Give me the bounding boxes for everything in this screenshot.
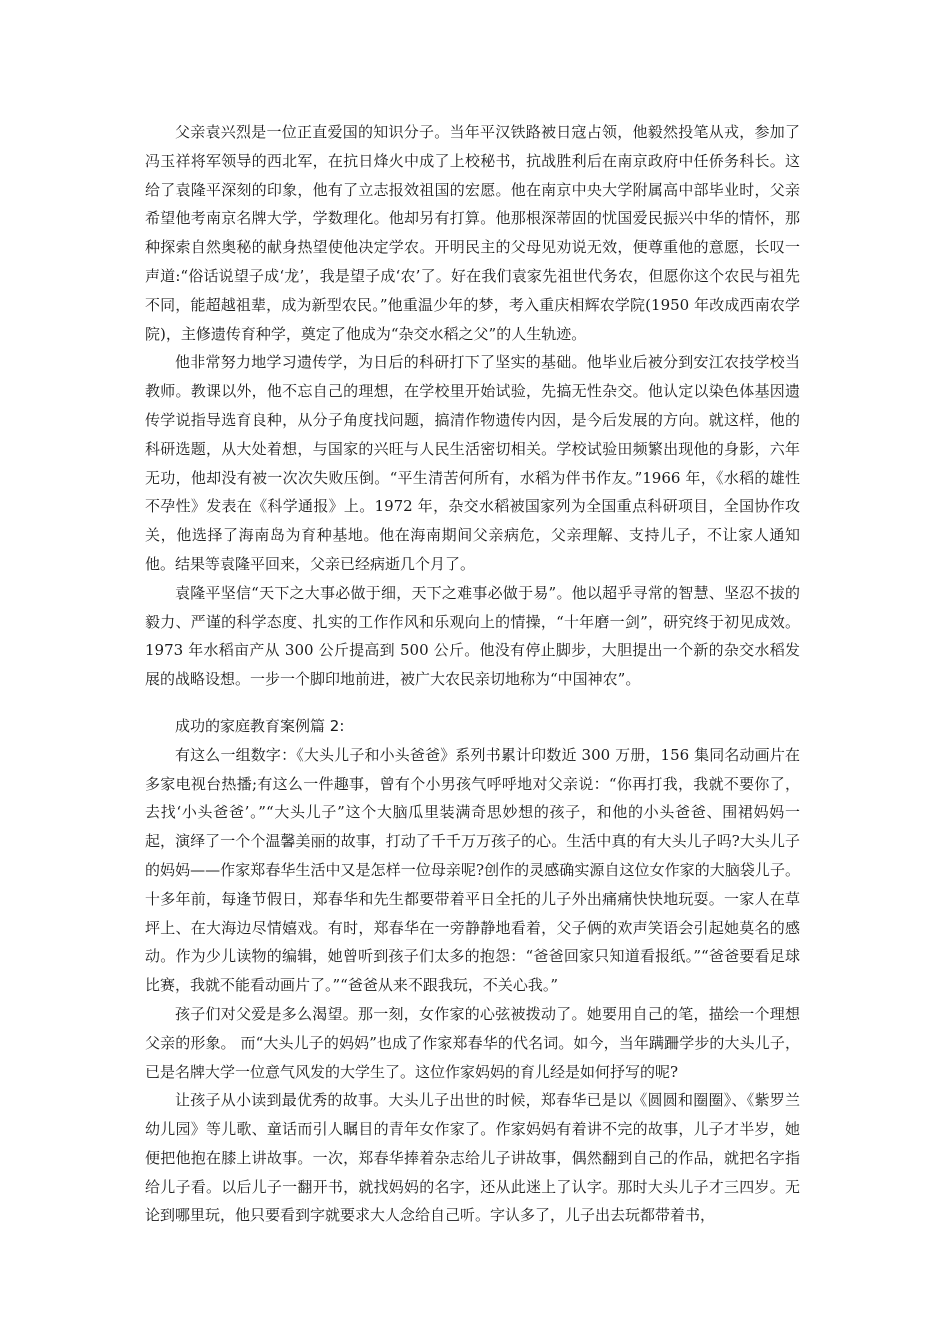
paragraph-hybrid-rice-success: 袁隆平坚信“天下之大事必做于细，天下之难事必做于易”。他以超乎寻常的智慧、坚忍不拔的毅力、严谨的科学态度、扎实的工作作风和乐观向上的情操，“十年磨一剑”，研究终于初见成效。1973 年水稻亩产从 300 公斤提高到 500 公斤。他没有停止脚步，大胆提出一个新的杂交水稻发展的战略设想。一步一个脚印地前进，被广大农民亲切地称为“中国神农”。 [145, 583, 800, 689]
paragraph-genetics-study: 他非常努力地学习遗传学，为日后的科研打下了坚实的基础。他毕业后被分到安江农技学校当教师。教课以外，他不忘自己的理想，在学校里开始试验，先搞无性杂交。他认定以染色体基因遗传学说指导选育良种，从分子角度找问题，搞清作物遗传内因，是今后发展的方向。就这样，他的科研选题，从大处着想，与国家的兴旺与人民生活密切相关。学校试验田频繁出现他的身影，六年无功，他却没有被一次次失败压倒。“平生清苦何所有，水稻为伴书作友。”1966 年，《水稻的雄性不孕性》发表在《科学通报》上。1972 年，杂交水稻被国家列为全国重点科研项目，全国协作攻关，他选择了海南岛为育种基地。他在海南期间父亲病危，父亲理解、支持儿子，不让家人通知他。结果等袁隆平回来，父亲已经病逝几个月了。 [145, 353, 800, 573]
paragraph-father-background: 父亲袁兴烈是一位正直爱国的知识分子。当年平汉铁路被日寇占领，他毅然投笔从戎，参加了冯玉祥将军领导的西北军，在抗日烽火中成了上校秘书，抗战胜利后在南京政府中任侨务科长。这给了袁隆平深刻的印象，他有了立志报效祖国的宏愿。他在南京中央大学附属高中部毕业时，父亲希望他考南京名牌大学，学数理化。他却另有打算。他那根深蒂固的忧国爱民振兴中华的情怀，那种探索自然奥秘的献身热望使他决定学农。开明民主的父母见劝说无效，便尊重他的意愿，长叹一声道:“俗话说望子成‘龙’，我是望子成‘农’了。好在我们袁家先祖世代务农，但愿你这个农民与祖先不同，能超越祖辈，成为新型农民。”他重温少年的梦，考入重庆相辉农学院(1950 年改成西南农学院)，主修遗传育种学，奠定了他成为“杂交水稻之父”的人生轨迹。 [145, 123, 800, 343]
document-page [145, 118, 800, 1230]
paragraph-reading-stories: 让孩子从小读到最优秀的故事。大头儿子出世的时候，郑春华已是以《圆圆和圈圈》、《紫罗兰幼儿园》等儿歌、童话而引人瞩目的青年女作家了。作家妈妈有着讲不完的故事，儿子才半岁，她便把他抱在膝上讲故事。一次，郑春华捧着杂志给儿子讲故事，偶然翻到自己的作品，就把名字指给儿子看。以后儿子一翻开书，就找妈妈的名字，还从此迷上了认字。那时大头儿子才三四岁。无论到哪里玩，他只要看到字就要求大人念给自己听。字认多了，儿子出去玩都带着书， [145, 1091, 800, 1225]
paragraph-big-head-son-intro: 有这么一组数字：《大头儿子和小头爸爸》系列书累计印数近 300 万册，156 集同名动画片在多家电视台热播;有这么一件趣事，曾有个小男孩气呼呼地对父亲说：“你再打我，我就不要你了，去找‘小头爸爸’。”“大头儿子”这个大脑瓜里装满奇思妙想的孩子，和他的小头爸爸、围裙妈妈一起，演绎了一个个温馨美丽的故事，打动了千千万万孩子的心。生活中真的有大头儿子吗?大头儿子的妈妈——作家郑春华生活中又是怎样一位母亲呢?创作的灵感确实源自这位女作家的大脑袋儿子。十多年前，每逢节假日，郑春华和先生都要带着平日全托的儿子外出痛痛快快地玩耍。一家人在草坪上、在大海边尽情嬉戏。有时，郑春华在一旁静静地看着，父子俩的欢声笑语会引起她莫名的感动。作为少儿读物的编辑，她曾听到孩子们太多的抱怨：“爸爸回家只知道看报纸。”“爸爸要看足球比赛，我就不能看动画片了。”“爸爸从来不跟我玩，不关心我。” [145, 745, 800, 995]
paragraph-fatherly-love: 孩子们对父爱是多么渴望。那一刻，女作家的心弦被拨动了。她要用自己的笔，描绘一个理想父亲的形象。 而“大头儿子的妈妈”也成了作家郑春华的代名词。如今，当年蹒跚学步的大头儿子，已是名牌大学一位意气风发的大学生了。这位作家妈妈的育儿经是如何抒写的呢? [145, 1004, 800, 1081]
section-heading: 成功的家庭教育案例篇 2: [175, 716, 345, 735]
